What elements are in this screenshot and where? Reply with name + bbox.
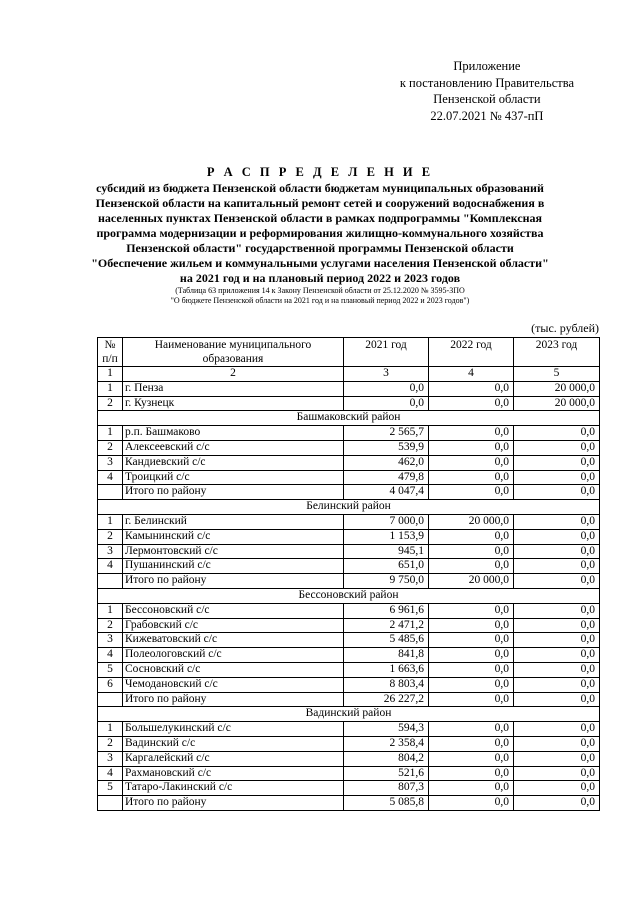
value-2022: 0,0	[429, 426, 514, 441]
table-row	[98, 426, 600, 441]
value-2021: 594,3	[344, 722, 429, 737]
value-2021: 539,9	[344, 440, 429, 455]
value-2023: 0,0	[514, 574, 600, 589]
row-number: 1	[98, 603, 123, 618]
value-2023: 0,0	[514, 440, 600, 455]
column-numbers-row	[98, 367, 600, 382]
value-2021: 521,6	[344, 766, 429, 781]
appendix-line: Пензенской области	[433, 92, 541, 106]
value-2022: 0,0	[429, 781, 514, 796]
row-number: 3	[98, 633, 123, 648]
row-number: 1	[98, 426, 123, 441]
municipality-name: Итого по району	[123, 485, 344, 500]
row-number: 1	[98, 722, 123, 737]
column-number: 2	[123, 367, 344, 382]
appendix-line: Приложение	[453, 59, 521, 73]
region-header-row	[98, 707, 600, 722]
region-name: Башмаковский район	[98, 411, 600, 426]
value-2023: 0,0	[514, 766, 600, 781]
value-2023: 0,0	[514, 648, 600, 663]
subtitle-line: программа модернизации и реформирования жилищно-коммунального хозяйства	[96, 226, 544, 240]
value-2023: 0,0	[514, 722, 600, 737]
table-row	[98, 514, 600, 529]
municipality-name: Грабовский с/с	[123, 618, 344, 633]
table-row	[98, 529, 600, 544]
value-2023: 20 000,0	[514, 381, 600, 396]
value-2021: 8 803,4	[344, 677, 429, 692]
municipality-name: Кижеватовский с/с	[123, 633, 344, 648]
table-row	[98, 648, 600, 663]
municipality-name: р.п. Башмаково	[123, 426, 344, 441]
value-2023: 0,0	[514, 633, 600, 648]
units-label: (тыс. рублей)	[531, 321, 599, 335]
municipality-name: Полеологовский с/с	[123, 648, 344, 663]
region-header-row	[98, 588, 600, 603]
empty-cell	[98, 574, 123, 589]
value-2023: 0,0	[514, 781, 600, 796]
value-2021: 804,2	[344, 751, 429, 766]
value-2021: 1 153,9	[344, 529, 429, 544]
value-2022: 0,0	[429, 751, 514, 766]
value-2022: 0,0	[429, 766, 514, 781]
value-2022: 0,0	[429, 677, 514, 692]
value-2023: 0,0	[514, 662, 600, 677]
value-2022: 0,0	[429, 529, 514, 544]
total-row	[98, 692, 600, 707]
value-2023: 0,0	[514, 618, 600, 633]
note-line: (Таблица 63 приложения 14 к Закону Пензенской области от 25.12.2020 № 3595-ЗПО	[175, 286, 465, 295]
municipality-name: Вадинский с/с	[123, 736, 344, 751]
value-2022: 0,0	[429, 648, 514, 663]
empty-cell	[98, 796, 123, 811]
region-header-row	[98, 411, 600, 426]
row-number: 2	[98, 618, 123, 633]
value-2022: 0,0	[429, 440, 514, 455]
row-number: 2	[98, 440, 123, 455]
municipality-name: Сосновский с/с	[123, 662, 344, 677]
table-row	[98, 396, 600, 411]
header-name: Наименование муниципального образования	[123, 338, 344, 367]
municipality-name: Камынинский с/с	[123, 529, 344, 544]
row-number: 5	[98, 781, 123, 796]
value-2021: 2 471,2	[344, 618, 429, 633]
region-name: Белинский район	[98, 500, 600, 515]
row-number: 3	[98, 544, 123, 559]
value-2022: 0,0	[429, 692, 514, 707]
value-2021: 0,0	[344, 396, 429, 411]
value-2023: 0,0	[514, 559, 600, 574]
municipality-name: г. Кузнецк	[123, 396, 344, 411]
subtitle-line: Пензенской области на капитальный ремонт сетей и сооружений водоснабжения в	[95, 196, 545, 210]
value-2023: 0,0	[514, 485, 600, 500]
municipality-name: г. Белинский	[123, 514, 344, 529]
row-number: 6	[98, 677, 123, 692]
column-number: 1	[98, 367, 123, 382]
row-number: 1	[98, 381, 123, 396]
total-row	[98, 796, 600, 811]
row-number: 4	[98, 766, 123, 781]
table-row	[98, 544, 600, 559]
municipality-name: Рахмановский с/с	[123, 766, 344, 781]
value-2023: 0,0	[514, 736, 600, 751]
municipality-name: Каргалейский с/с	[123, 751, 344, 766]
row-number: 2	[98, 396, 123, 411]
value-2021: 807,3	[344, 781, 429, 796]
value-2023: 0,0	[514, 470, 600, 485]
value-2023: 0,0	[514, 529, 600, 544]
value-2021: 26 227,2	[344, 692, 429, 707]
value-2021: 4 047,4	[344, 485, 429, 500]
value-2022: 0,0	[429, 396, 514, 411]
row-number: 2	[98, 736, 123, 751]
appendix-line: к постановлению Правительства	[399, 75, 574, 90]
law-reference-note	[70, 286, 570, 306]
municipality-name: Троицкий с/с	[123, 470, 344, 485]
document-title: Р А С П Р Е Д Е Л Е Н И Е	[206, 165, 434, 179]
empty-cell	[98, 485, 123, 500]
value-2022: 0,0	[429, 470, 514, 485]
column-number: 3	[344, 367, 429, 382]
row-number: 3	[98, 455, 123, 470]
note-line: "О бюджете Пензенской области на 2021 год и на плановый период 2022 и 2023 годов")	[170, 296, 470, 305]
subtitle-line: "Обеспечение жильем и коммунальными услугами населения Пензенской области"	[91, 256, 549, 270]
total-row	[98, 485, 600, 500]
distribution-table	[97, 337, 600, 811]
row-number: 1	[98, 514, 123, 529]
subtitle-line: населенных пунктах Пензенской области в рамках подпрограммы "Комплексная	[97, 211, 543, 225]
region-name: Бессоновский район	[98, 588, 600, 603]
municipality-name: Большелукинский с/с	[123, 722, 344, 737]
municipality-name: Пушанинский с/с	[123, 559, 344, 574]
value-2023: 20 000,0	[514, 396, 600, 411]
table-row	[98, 603, 600, 618]
table-row	[98, 736, 600, 751]
row-number: 3	[98, 751, 123, 766]
document-subtitle	[70, 181, 570, 286]
value-2021: 2 565,7	[344, 426, 429, 441]
region-name: Вадинский район	[98, 707, 600, 722]
value-2022: 20 000,0	[429, 514, 514, 529]
value-2023: 0,0	[514, 692, 600, 707]
municipality-name: Итого по району	[123, 574, 344, 589]
municipality-name: Бессоновский с/с	[123, 603, 344, 618]
table-row	[98, 440, 600, 455]
municipality-name: Лермонтовский с/с	[123, 544, 344, 559]
value-2021: 2 358,4	[344, 736, 429, 751]
table-row	[98, 633, 600, 648]
table-row	[98, 781, 600, 796]
value-2022: 20 000,0	[429, 574, 514, 589]
table-row	[98, 766, 600, 781]
municipality-name: Чемодановский с/с	[123, 677, 344, 692]
header-2022: 2022 год	[429, 338, 514, 367]
subtitle-line: на 2021 год и на плановый период 2022 и 2023 годов	[179, 271, 461, 285]
value-2021: 462,0	[344, 455, 429, 470]
row-number: 5	[98, 662, 123, 677]
value-2021: 9 750,0	[344, 574, 429, 589]
value-2023: 0,0	[514, 796, 600, 811]
table-row	[98, 381, 600, 396]
value-2023: 0,0	[514, 455, 600, 470]
row-number: 4	[98, 648, 123, 663]
subtitle-line: Пензенской области" государственной программы Пензенской области	[126, 241, 514, 255]
header-2023: 2023 год	[514, 338, 600, 367]
value-2021: 0,0	[344, 381, 429, 396]
table-row	[98, 751, 600, 766]
header-number: № п/п	[98, 338, 123, 367]
municipality-name: г. Пенза	[123, 381, 344, 396]
value-2022: 0,0	[429, 455, 514, 470]
value-2023: 0,0	[514, 677, 600, 692]
municipality-name: Итого по району	[123, 692, 344, 707]
value-2021: 479,8	[344, 470, 429, 485]
value-2023: 0,0	[514, 514, 600, 529]
row-number: 4	[98, 470, 123, 485]
table-row	[98, 618, 600, 633]
value-2021: 6 961,6	[344, 603, 429, 618]
table-row	[98, 470, 600, 485]
table-row	[98, 677, 600, 692]
value-2022: 0,0	[429, 603, 514, 618]
value-2021: 841,8	[344, 648, 429, 663]
appendix-block	[400, 58, 574, 124]
subtitle-line: субсидий из бюджета Пензенской области бюджетам муниципальных образований	[96, 181, 544, 195]
column-number: 5	[514, 367, 600, 382]
empty-cell	[98, 692, 123, 707]
table-body	[98, 367, 600, 811]
municipality-name: Татаро-Лакинский с/с	[123, 781, 344, 796]
table-row	[98, 559, 600, 574]
table-row	[98, 662, 600, 677]
municipality-name: Алексеевский с/с	[123, 440, 344, 455]
municipality-name: Итого по району	[123, 796, 344, 811]
value-2023: 0,0	[514, 603, 600, 618]
value-2022: 0,0	[429, 618, 514, 633]
value-2023: 0,0	[514, 544, 600, 559]
value-2021: 7 000,0	[344, 514, 429, 529]
value-2022: 0,0	[429, 722, 514, 737]
municipality-name: Кандиевский с/с	[123, 455, 344, 470]
value-2023: 0,0	[514, 751, 600, 766]
appendix-date-number: 22.07.2021 № 437-пП	[430, 108, 544, 123]
value-2022: 0,0	[429, 544, 514, 559]
value-2022: 0,0	[429, 559, 514, 574]
value-2022: 0,0	[429, 381, 514, 396]
column-number: 4	[429, 367, 514, 382]
value-2021: 651,0	[344, 559, 429, 574]
region-header-row	[98, 500, 600, 515]
value-2021: 1 663,6	[344, 662, 429, 677]
value-2022: 0,0	[429, 485, 514, 500]
table-row	[98, 722, 600, 737]
value-2022: 0,0	[429, 633, 514, 648]
value-2021: 945,1	[344, 544, 429, 559]
value-2023: 0,0	[514, 426, 600, 441]
header-2021: 2021 год	[344, 338, 429, 367]
value-2021: 5 485,6	[344, 633, 429, 648]
value-2022: 0,0	[429, 796, 514, 811]
table-header-row	[98, 338, 600, 367]
value-2022: 0,0	[429, 662, 514, 677]
row-number: 4	[98, 559, 123, 574]
total-row	[98, 574, 600, 589]
value-2021: 5 085,8	[344, 796, 429, 811]
value-2022: 0,0	[429, 736, 514, 751]
table-row	[98, 455, 600, 470]
row-number: 2	[98, 529, 123, 544]
